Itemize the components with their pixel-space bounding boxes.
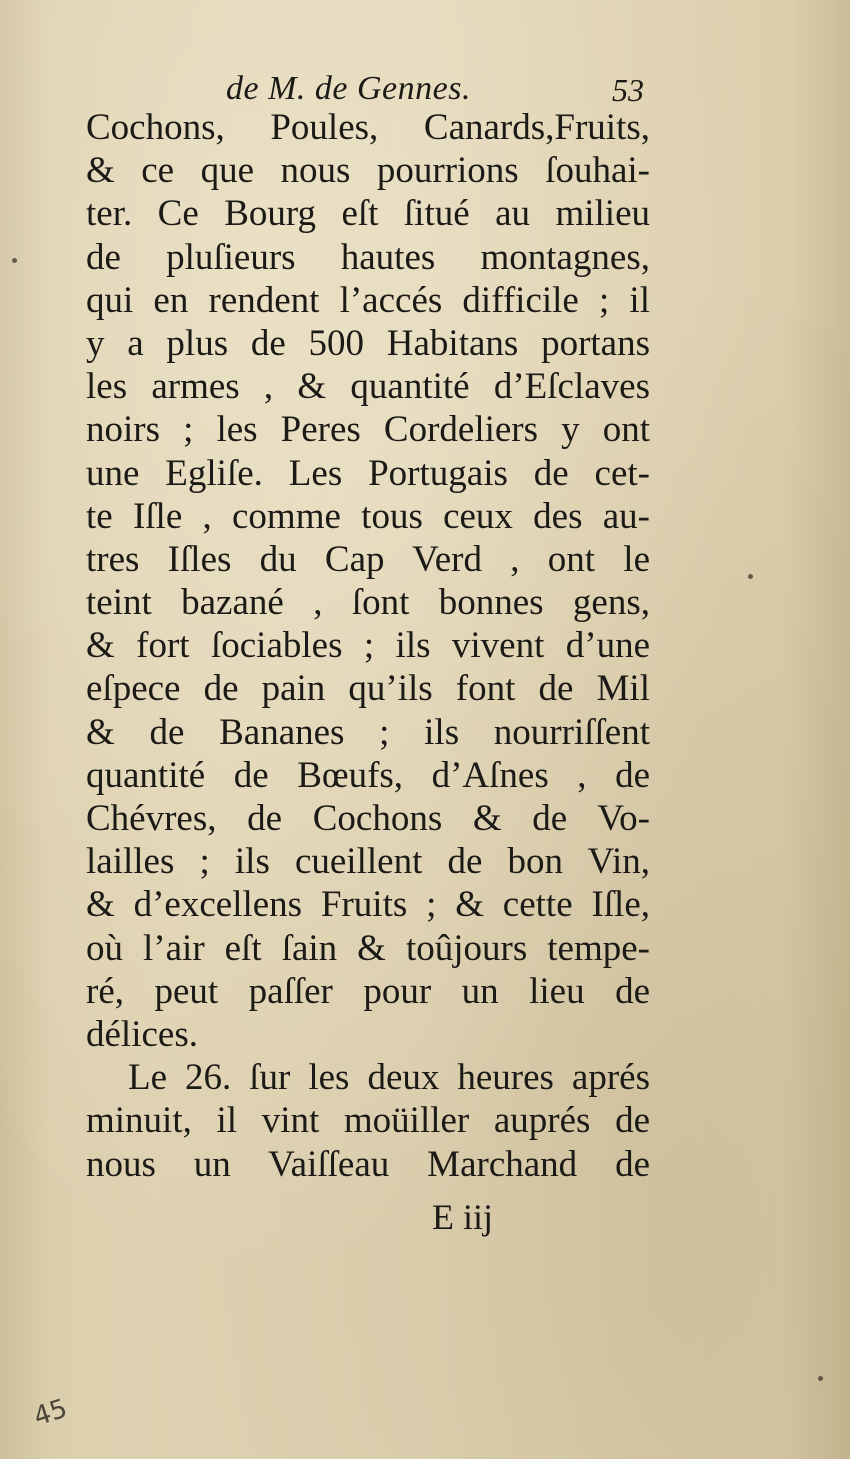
- text-line: lailles ; ils cueillent de bon Vin,: [86, 841, 650, 883]
- text-line: & fort ſociables ; ils vivent d’une: [86, 625, 650, 667]
- paragraph-end-line: délices.: [86, 1013, 198, 1055]
- paragraph-start-line: Le 26. ſur les deux heures aprés: [128, 1057, 650, 1099]
- text-line: ré, peut paſſer pour un lieu de: [86, 970, 650, 1012]
- text-line: tres Iſles du Cap Verd , ont le: [86, 538, 650, 580]
- text-line: de pluſieurs hautes montagnes,: [86, 236, 650, 278]
- page-number: 53: [612, 72, 644, 108]
- text-line: teint bazané , ſont bonnes gens,: [86, 582, 650, 624]
- paper-speck: [818, 1376, 823, 1381]
- text-line: noirs ; les Peres Cordeliers y ont: [86, 409, 650, 451]
- text-line: Chévres, de Cochons & de Vo-: [86, 798, 650, 839]
- text-line: les armes , & quantité d’Eſclaves: [86, 366, 650, 408]
- text-line: te Iſle , comme tous ceux des au-: [86, 495, 650, 537]
- text-line: où l’air eſt ſain & toûjours tempe-: [86, 927, 650, 969]
- text-line: ter. Ce Bourg eſt ſitué au milieu: [86, 193, 650, 235]
- text-line: Cochons, Poules, Canards,Fruits,: [86, 107, 650, 148]
- text-line: minuit, il vint moüiller auprés de: [86, 1100, 650, 1142]
- paper-speck: [748, 574, 753, 579]
- text-line: une Egliſe. Les Portugais de cet-: [86, 452, 650, 494]
- text-line: quantité de Bœufs, d’Aſnes , de: [86, 754, 650, 796]
- handwritten-annotation: 45: [30, 1393, 71, 1433]
- text-line: & de Bananes ; ils nourriſſent: [86, 711, 650, 753]
- text-line: & ce que nous pourrions ſouhai-: [86, 150, 650, 192]
- text-line: y a plus de 500 Habitans portans: [86, 322, 650, 364]
- running-title: de M. de Gennes.: [226, 70, 471, 107]
- body-text: [86, 106, 650, 1186]
- text-line: qui en rendent l’accés difficile ; il: [86, 279, 650, 321]
- text-line: nous un Vaiſſeau Marchand de: [86, 1143, 650, 1185]
- text-line: & d’excellens Fruits ; & cette Iſle,: [86, 884, 650, 926]
- paper-speck: [12, 258, 17, 263]
- text-line: eſpece de pain qu’ils font de Mil: [86, 668, 650, 710]
- signature-mark: E iij: [432, 1197, 493, 1237]
